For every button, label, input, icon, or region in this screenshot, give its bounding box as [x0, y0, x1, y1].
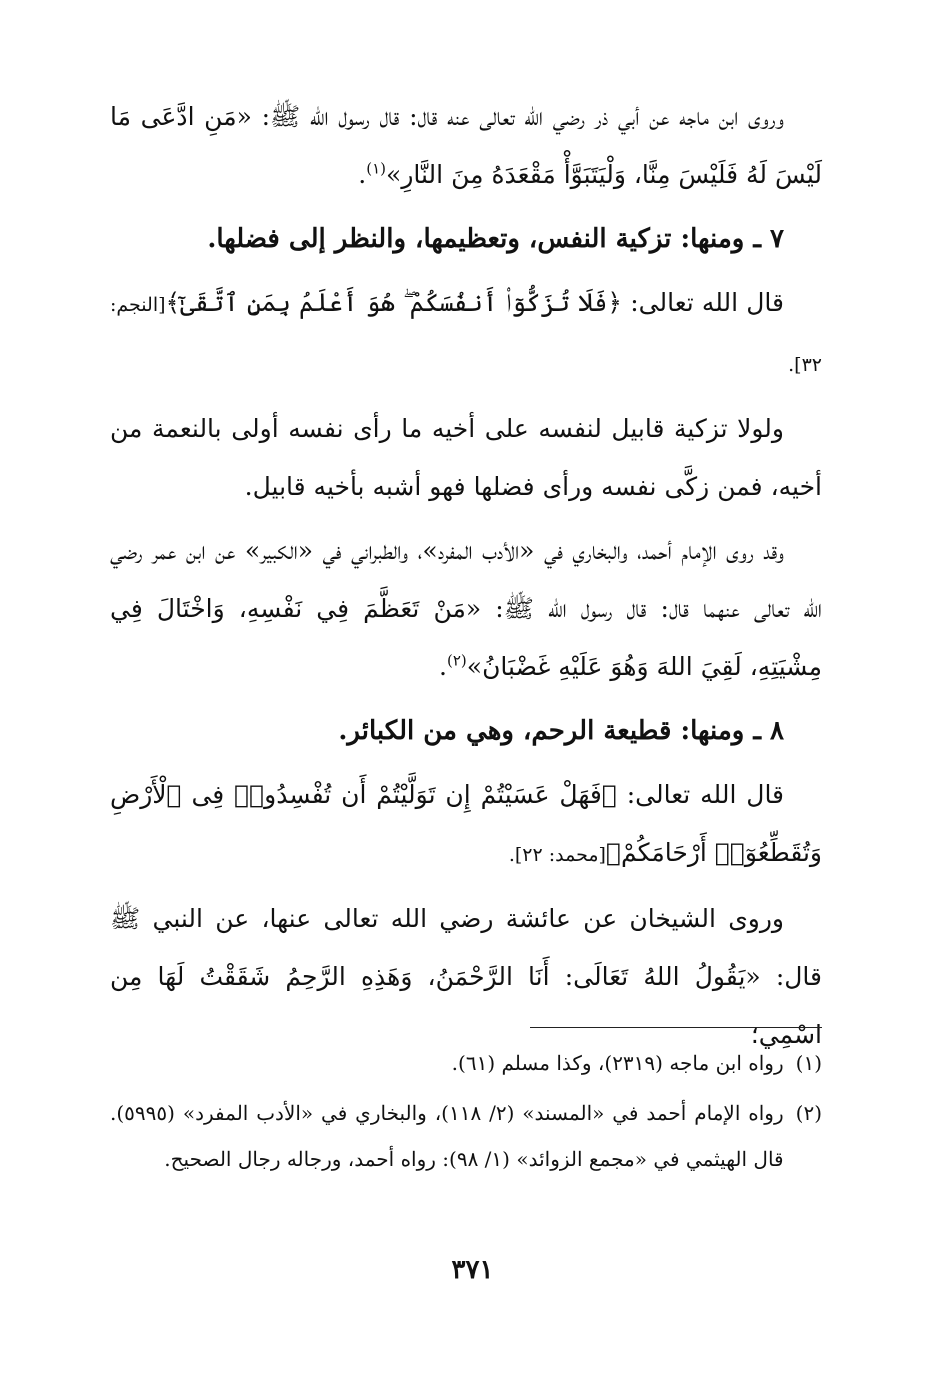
- quran-verse: ﴿فَهَلْ عَسَيْتُمْ إِن تَوَلَّيْتُمْ أَن تُفْسِدُوا۟ فِى ٱلْأَرْضِ وَتُقَطِّعُوٓا۟ أَرْحَامَكُمْ﴾: [110, 780, 822, 867]
- quran-verse: ﴿فَلَا تُزَكُّوٓا۟ أَنفُسَكُمْ ۖ هُوَ أَعْلَمُ بِمَنِ ٱتَّقَىٰٓ﴾: [165, 288, 623, 317]
- paragraph-shaykhan: [110, 890, 822, 1064]
- paragraph-qabil: ولولا تزكية قابيل لنفسه على أخيه ما رأى نفسه أولى بالنعمة من أخيه، فمن زكَّى نفسه ورأى فضلها فهو أشبه بأخيه قابيل.: [110, 414, 822, 501]
- hadith-text: «مَنْ تَعَظَّمَ فِي نَفْسِهِ، وَاخْتَالَ فِي مِشْيَتِهِ، لَقِيَ اللهَ وَهُوَ عَلَيْهِ غَضْبَانُ»: [110, 594, 822, 681]
- footnotes: [110, 1040, 822, 1186]
- footnote-text: رواه الإمام أحمد في «المسند» (٢/ ١١٨)، والبخاري في «الأدب المفرد» (٥٩٩٥). قال الهيثمي في «مجمع الزوائد» (١/ ٩٨): رواه أحمد، ورجاله رجال الصحيح.: [110, 1101, 784, 1171]
- hadith-text: «مَنِ ادَّعَى مَا لَيْسَ لَهُ فَلَيْسَ مِنَّا، وَلْيَتَبَوَّأْ مَقْعَدَهُ مِنَ النَّارِ»: [110, 102, 822, 189]
- footnote-marker-1[interactable]: (١): [366, 159, 387, 178]
- paragraph-text: قال الله تعالى:: [616, 780, 785, 809]
- footnote-2: [110, 1090, 822, 1182]
- main-text: [110, 88, 822, 1070]
- footnote-divider: [530, 1027, 822, 1028]
- footnote-1: [110, 1040, 822, 1086]
- paragraph-text: قال الله تعالى:: [622, 288, 784, 317]
- paragraph-ibn-majah: [110, 88, 822, 204]
- paragraph-text: وروى ابن ماجه عن أبي ذر رضي الله تعالى عنه قال: قال رسول الله ﷺ:: [251, 102, 785, 131]
- paragraph-ahmad-bukhari: [110, 522, 822, 696]
- sentence-end: .: [358, 160, 367, 189]
- footnote-number: (٢): [795, 1101, 822, 1125]
- paragraph-quran-muhammad: [110, 766, 822, 884]
- paragraph-quran-najm: [110, 274, 822, 394]
- page-number: ٣٧١: [451, 1255, 494, 1285]
- footnote-text: رواه ابن ماجه (٢٣١٩)، وكذا مسلم (٦١).: [451, 1051, 784, 1075]
- sentence-end: .: [439, 652, 447, 681]
- verse-reference: [النجم: ٣٢].: [110, 294, 822, 376]
- section-heading-8: ٨ ـ ومنها: قطيعة الرحم، وهي من الكبائر.: [338, 716, 784, 746]
- verse-reference: [محمد: ٢٢].: [508, 844, 606, 866]
- paragraph-text: وقد روى الإمام أحمد، والبخاري في «الأدب المفرد»، والطبراني في «الكبير» عن ابن عمر رضي الله تعالى عنهما قال: قال رسول الله ﷺ:: [110, 536, 822, 623]
- paragraph-text: وروى الشيخان عن عائشة رضي الله تعالى عنها، عن النبي ﷺ قال:: [110, 904, 822, 991]
- footnote-number: (١): [795, 1051, 822, 1075]
- hadith-text: «يَقُولُ اللهُ تَعَالَى: أَنَا الرَّحْمَنُ، وَهَذِهِ الرَّحِمُ شَقَقْتُ لَهَا مِن اسْمِي؛: [110, 962, 822, 1049]
- section-heading-7: ٧ ـ ومنها: تزكية النفس، وتعظيمها، والنظر إلى فضلها.: [207, 224, 784, 254]
- footnote-marker-2[interactable]: (٢): [447, 651, 467, 670]
